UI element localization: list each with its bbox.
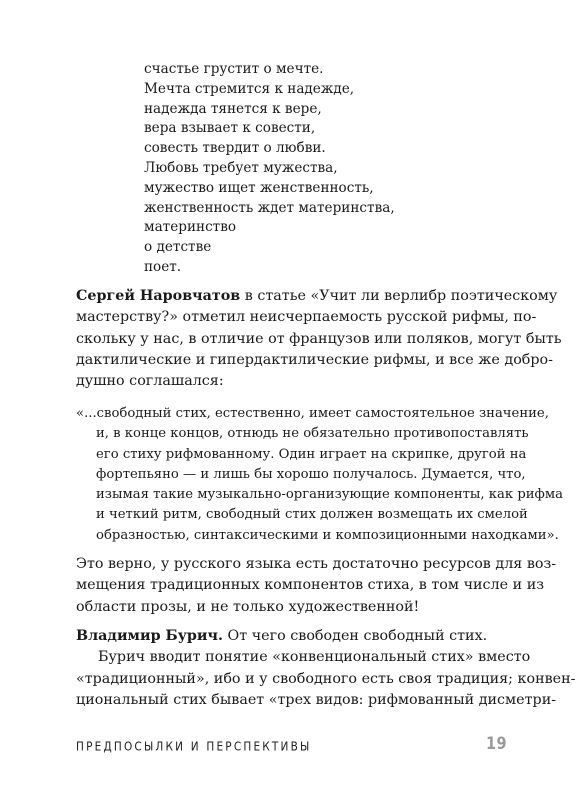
poem-line: вера взывает к совести, [144,120,316,137]
paragraph-narovchatov [76,286,562,392]
author-name: Сергей Наровчатов [76,288,241,304]
paragraph-line: дактилические и гипердактилические рифмы, и все же добро- [76,351,553,368]
paragraph-line: Бурич вводит понятие «конвенциональный стих» вместо [98,649,531,666]
paragraph-line: Это верно, у русского языка есть достаточно ресурсов для воз- [76,556,557,572]
poem-line: Мечта стремится к надежде, [144,80,355,97]
poem-line: надежда тянется к вере, [144,100,322,117]
poem-line: поет. [144,258,182,275]
paragraph-line: мещения традиционных компонентов стиха, в том числе и из [76,577,545,594]
quote-line: и, в конце концов, отнюдь не обязательно противопоставлять [96,426,529,442]
paragraph-text: в статье «Учит ли верлибр поэтическому [240,288,558,304]
paragraph-text: От чего свободен свободный стих. [222,628,488,644]
paragraph-line: мастерству?» отметил неисчерпаемость русской рифмы, по- [76,309,537,326]
quote-line: изымая такие музыкально-организующие компоненты, как рифма [96,487,563,503]
poem-line: Любовь требует мужества, [144,159,338,176]
poem-line: счастье грустит о мечте. [144,61,324,77]
paragraph-line: циональный стих бывает «трех видов: рифмованный дисметри- [76,691,557,708]
poem-line: женственность ждет материнства, [144,199,395,216]
quote-line: и четкий ритм, свободный стих должен возмещать их смелой [96,507,528,523]
running-footer-title: ПРЕДПОСЫЛКИ И ПЕРСПЕКТИВЫ [76,740,312,754]
page-number: 19 [486,734,507,754]
poem-line: мужество ищет женственность, [144,179,374,196]
paragraph-burich [76,626,576,711]
poem-excerpt [144,60,395,278]
quote-line: «...свободный стих, естественно, имеет самостоятельное значение, [76,406,549,421]
quote-line: образностью, синтаксическими и композиционными находками». [96,527,559,543]
poem-line: материнство [144,219,237,236]
paragraph-line [76,626,502,647]
paragraph-line: скольку у нас, в отличие от французов или поляков, могут быть [76,330,562,347]
paragraph-line [76,286,558,307]
block-quote [76,404,563,546]
paragraph-line: области прозы, и не только художественной! [76,598,420,615]
quote-line: фортепьяно — и лишь бы хорошо получалось. Думается, что, [96,466,526,482]
author-name: Владимир Бурич. [76,628,223,644]
quote-line: его стиху рифмованному. Один играет на скрипке, другой на [96,446,527,462]
paragraph-line: душно соглашался: [76,373,224,390]
poem-line: совесть твердит о любви. [144,140,326,157]
paragraph-commentary [76,554,557,618]
paragraph-line: «традиционный», ибо и у свободного есть своя традиция; конвен- [76,670,576,687]
poem-line: о детстве [144,239,212,256]
